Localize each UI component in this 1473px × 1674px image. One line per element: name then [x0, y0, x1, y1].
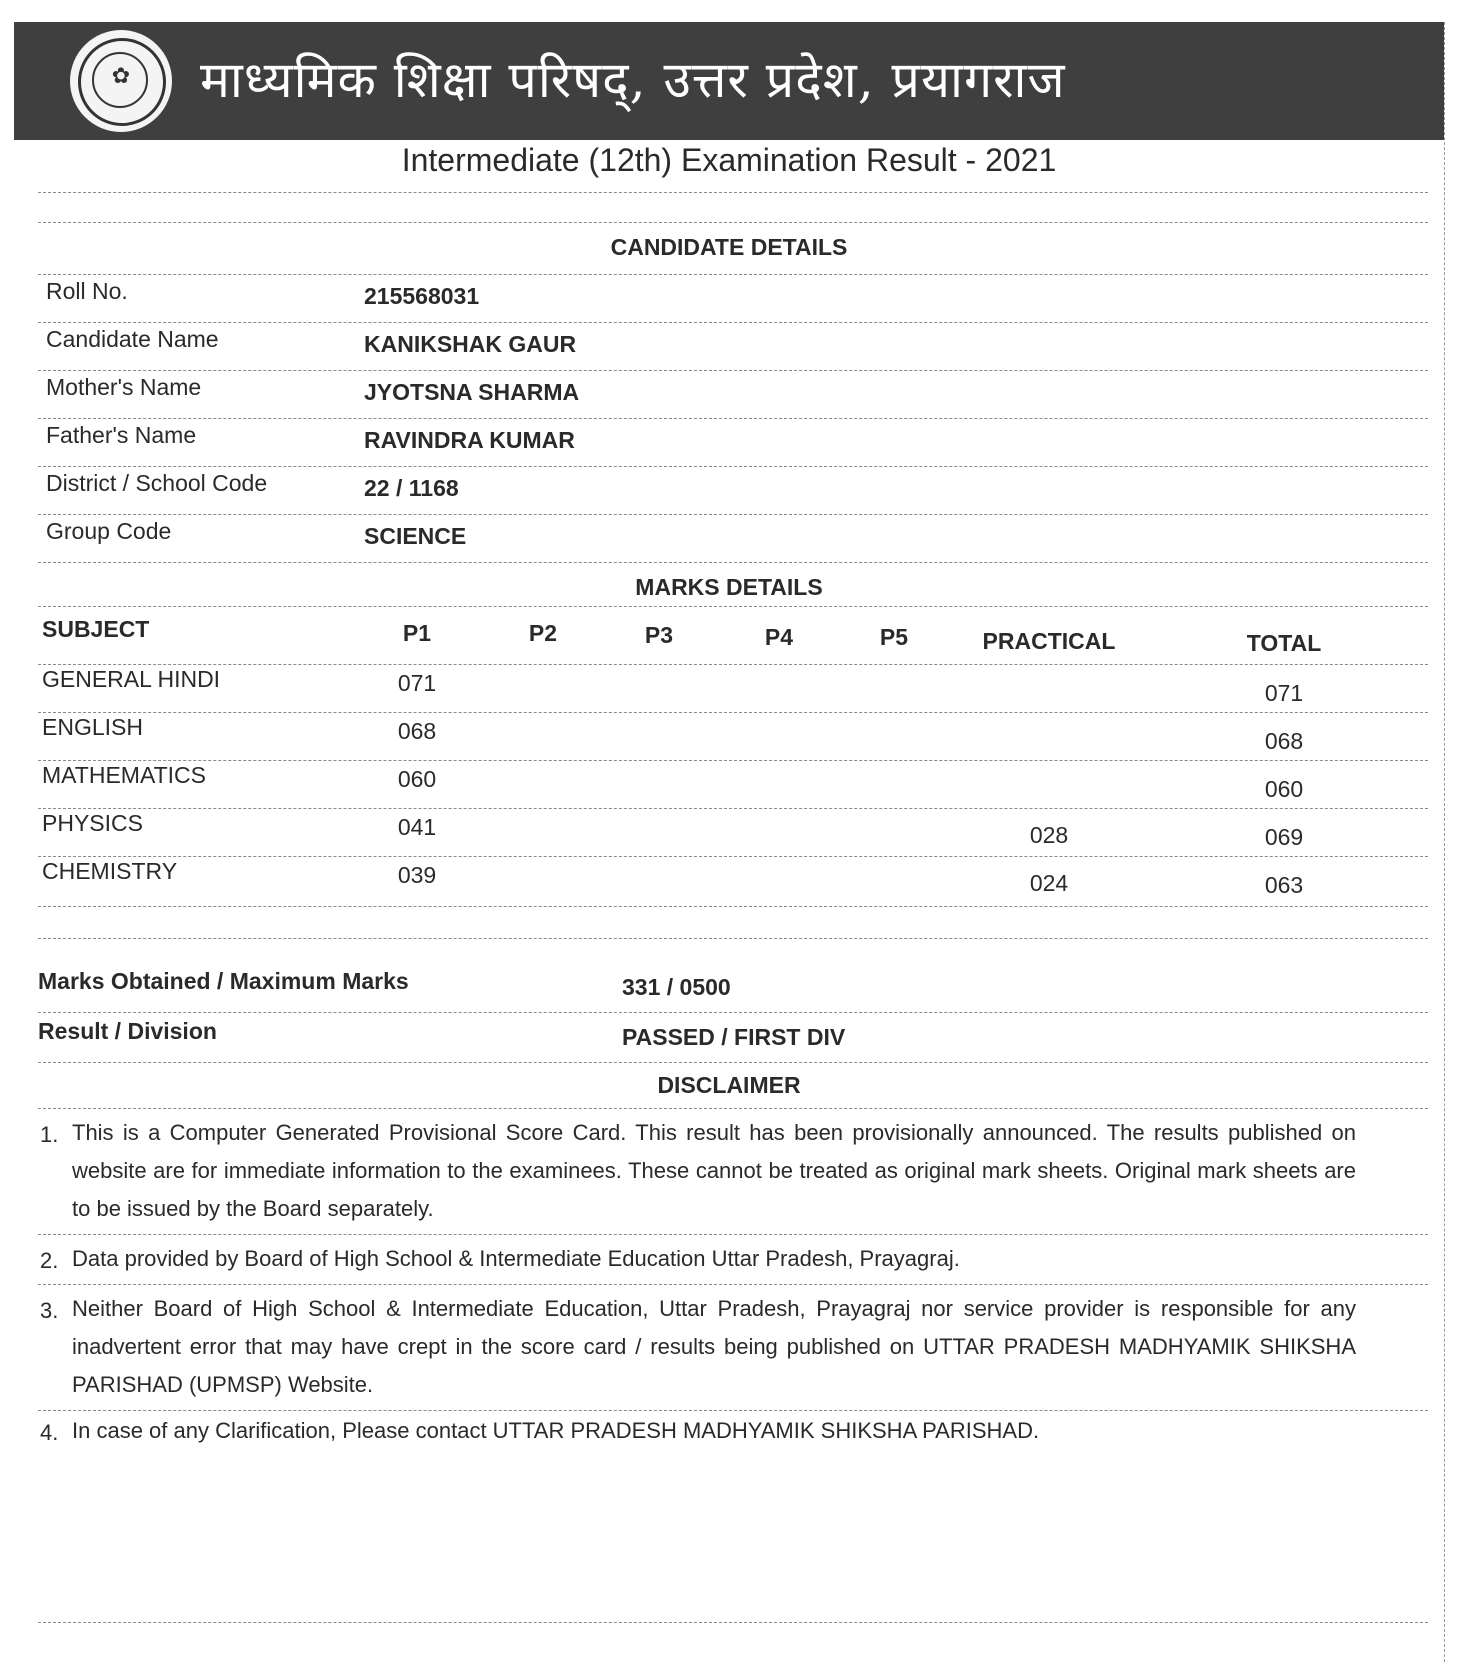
group-code-value: SCIENCE — [364, 523, 467, 549]
p1-cell: 068 — [397, 718, 437, 744]
divider — [38, 712, 1428, 713]
divider — [38, 906, 1428, 907]
p1-cell: 041 — [397, 814, 437, 840]
divider — [38, 1108, 1428, 1109]
disclaimer-heading: DISCLAIMER — [657, 1072, 801, 1098]
disclaimer-number: 1. — [40, 1122, 59, 1147]
disclaimer-item: Neither Board of High School & Intermediate Education, Uttar Pradesh, Prayagraj nor service provider is responsible for any inadvertent error that may have crept in the score card / results being published on UTTAR PRADESH MADHYAMIK SHIKSHA PARISHAD (UPMSP) Website. — [72, 1296, 1356, 1397]
result-sheet — [14, 22, 1445, 1662]
divider — [38, 514, 1428, 515]
p1-cell: 039 — [397, 862, 437, 888]
subject-cell: MATHEMATICS — [42, 762, 206, 788]
candidate-name-value: KANIKSHAK GAUR — [364, 331, 577, 357]
subject-cell: PHYSICS — [42, 810, 143, 836]
header-band — [14, 22, 1444, 140]
roll-no-value: 215568031 — [364, 283, 480, 309]
upmsp-emblem-icon: ✿ — [70, 30, 172, 132]
divider — [38, 938, 1428, 939]
divider — [38, 664, 1428, 665]
disclaimer-number: 4. — [40, 1420, 59, 1445]
marks-details-heading: MARKS DETAILS — [635, 574, 823, 600]
column-header-p3: P3 — [644, 622, 674, 648]
divider — [38, 192, 1428, 193]
practical-cell: 024 — [1029, 870, 1069, 896]
column-header-p1: P1 — [402, 620, 432, 646]
divider — [38, 1410, 1428, 1411]
divider — [38, 760, 1428, 761]
org-title: माध्यमिक शिक्षा परिषद्, उत्तर प्रदेश, प्रयागराज — [200, 51, 1066, 109]
mothers-name-label: Mother's Name — [46, 374, 202, 400]
roll-no-label: Roll No. — [46, 278, 128, 304]
total-cell: 063 — [1264, 872, 1304, 898]
marks-obtained-value: 331 / 0500 — [622, 974, 731, 1000]
disclaimer-item: In case of any Clarification, Please contact UTTAR PRADESH MADHYAMIK SHIKSHA PARISHAD. — [72, 1418, 1040, 1443]
column-header-p5: P5 — [879, 624, 909, 650]
divider — [38, 466, 1428, 467]
practical-cell: 028 — [1029, 822, 1069, 848]
disclaimer-number: 3. — [40, 1298, 59, 1323]
district-school-code-value: 22 / 1168 — [364, 475, 459, 501]
divider — [38, 856, 1428, 857]
subject-cell: ENGLISH — [42, 714, 143, 740]
divider — [38, 370, 1428, 371]
candidate-name-label: Candidate Name — [46, 326, 219, 352]
exam-title: Intermediate (12th) Examination Result - 2021 — [401, 142, 1057, 178]
result-division-label: Result / Division — [38, 1018, 217, 1044]
candidate-details-heading: CANDIDATE DETAILS — [610, 234, 848, 260]
subject-cell: GENERAL HINDI — [42, 666, 221, 692]
divider — [38, 606, 1428, 607]
marks-obtained-label: Marks Obtained / Maximum Marks — [38, 968, 409, 994]
total-cell: 069 — [1264, 824, 1304, 850]
divider — [38, 1012, 1428, 1013]
total-cell: 060 — [1264, 776, 1304, 802]
disclaimer-item: This is a Computer Generated Provisional Score Card. This result has been provisionally announced. The results published on website are for immediate information to the examinees. These cannot be treated as original mark sheets. Original mark sheets are to be issued by the Board separately. — [72, 1120, 1356, 1221]
divider — [38, 808, 1428, 809]
column-header-total: TOTAL — [1246, 630, 1322, 656]
column-header-p4: P4 — [764, 624, 794, 650]
divider — [38, 322, 1428, 323]
divider — [38, 1284, 1428, 1285]
p1-cell: 071 — [397, 670, 437, 696]
divider — [38, 418, 1428, 419]
divider — [38, 1622, 1428, 1623]
district-school-code-label: District / School Code — [46, 470, 268, 496]
total-cell: 068 — [1264, 728, 1304, 754]
disclaimer-number: 2. — [40, 1248, 59, 1273]
divider — [38, 274, 1428, 275]
divider — [38, 1062, 1428, 1063]
column-header-practical: PRACTICAL — [982, 628, 1116, 654]
column-header-subject: SUBJECT — [42, 616, 150, 642]
fathers-name-label: Father's Name — [46, 422, 197, 448]
divider — [38, 1234, 1428, 1235]
p1-cell: 060 — [397, 766, 437, 792]
mothers-name-value: JYOTSNA SHARMA — [364, 379, 580, 405]
total-cell: 071 — [1264, 680, 1304, 706]
column-header-p2: P2 — [528, 620, 558, 646]
disclaimer-item: Data provided by Board of High School & Intermediate Education Uttar Pradesh, Prayagraj. — [72, 1246, 960, 1271]
divider — [38, 222, 1428, 223]
subject-cell: CHEMISTRY — [42, 858, 178, 884]
group-code-label: Group Code — [46, 518, 172, 544]
fathers-name-value: RAVINDRA KUMAR — [364, 427, 575, 453]
divider — [38, 562, 1428, 563]
result-division-value: PASSED / FIRST DIV — [622, 1024, 846, 1050]
